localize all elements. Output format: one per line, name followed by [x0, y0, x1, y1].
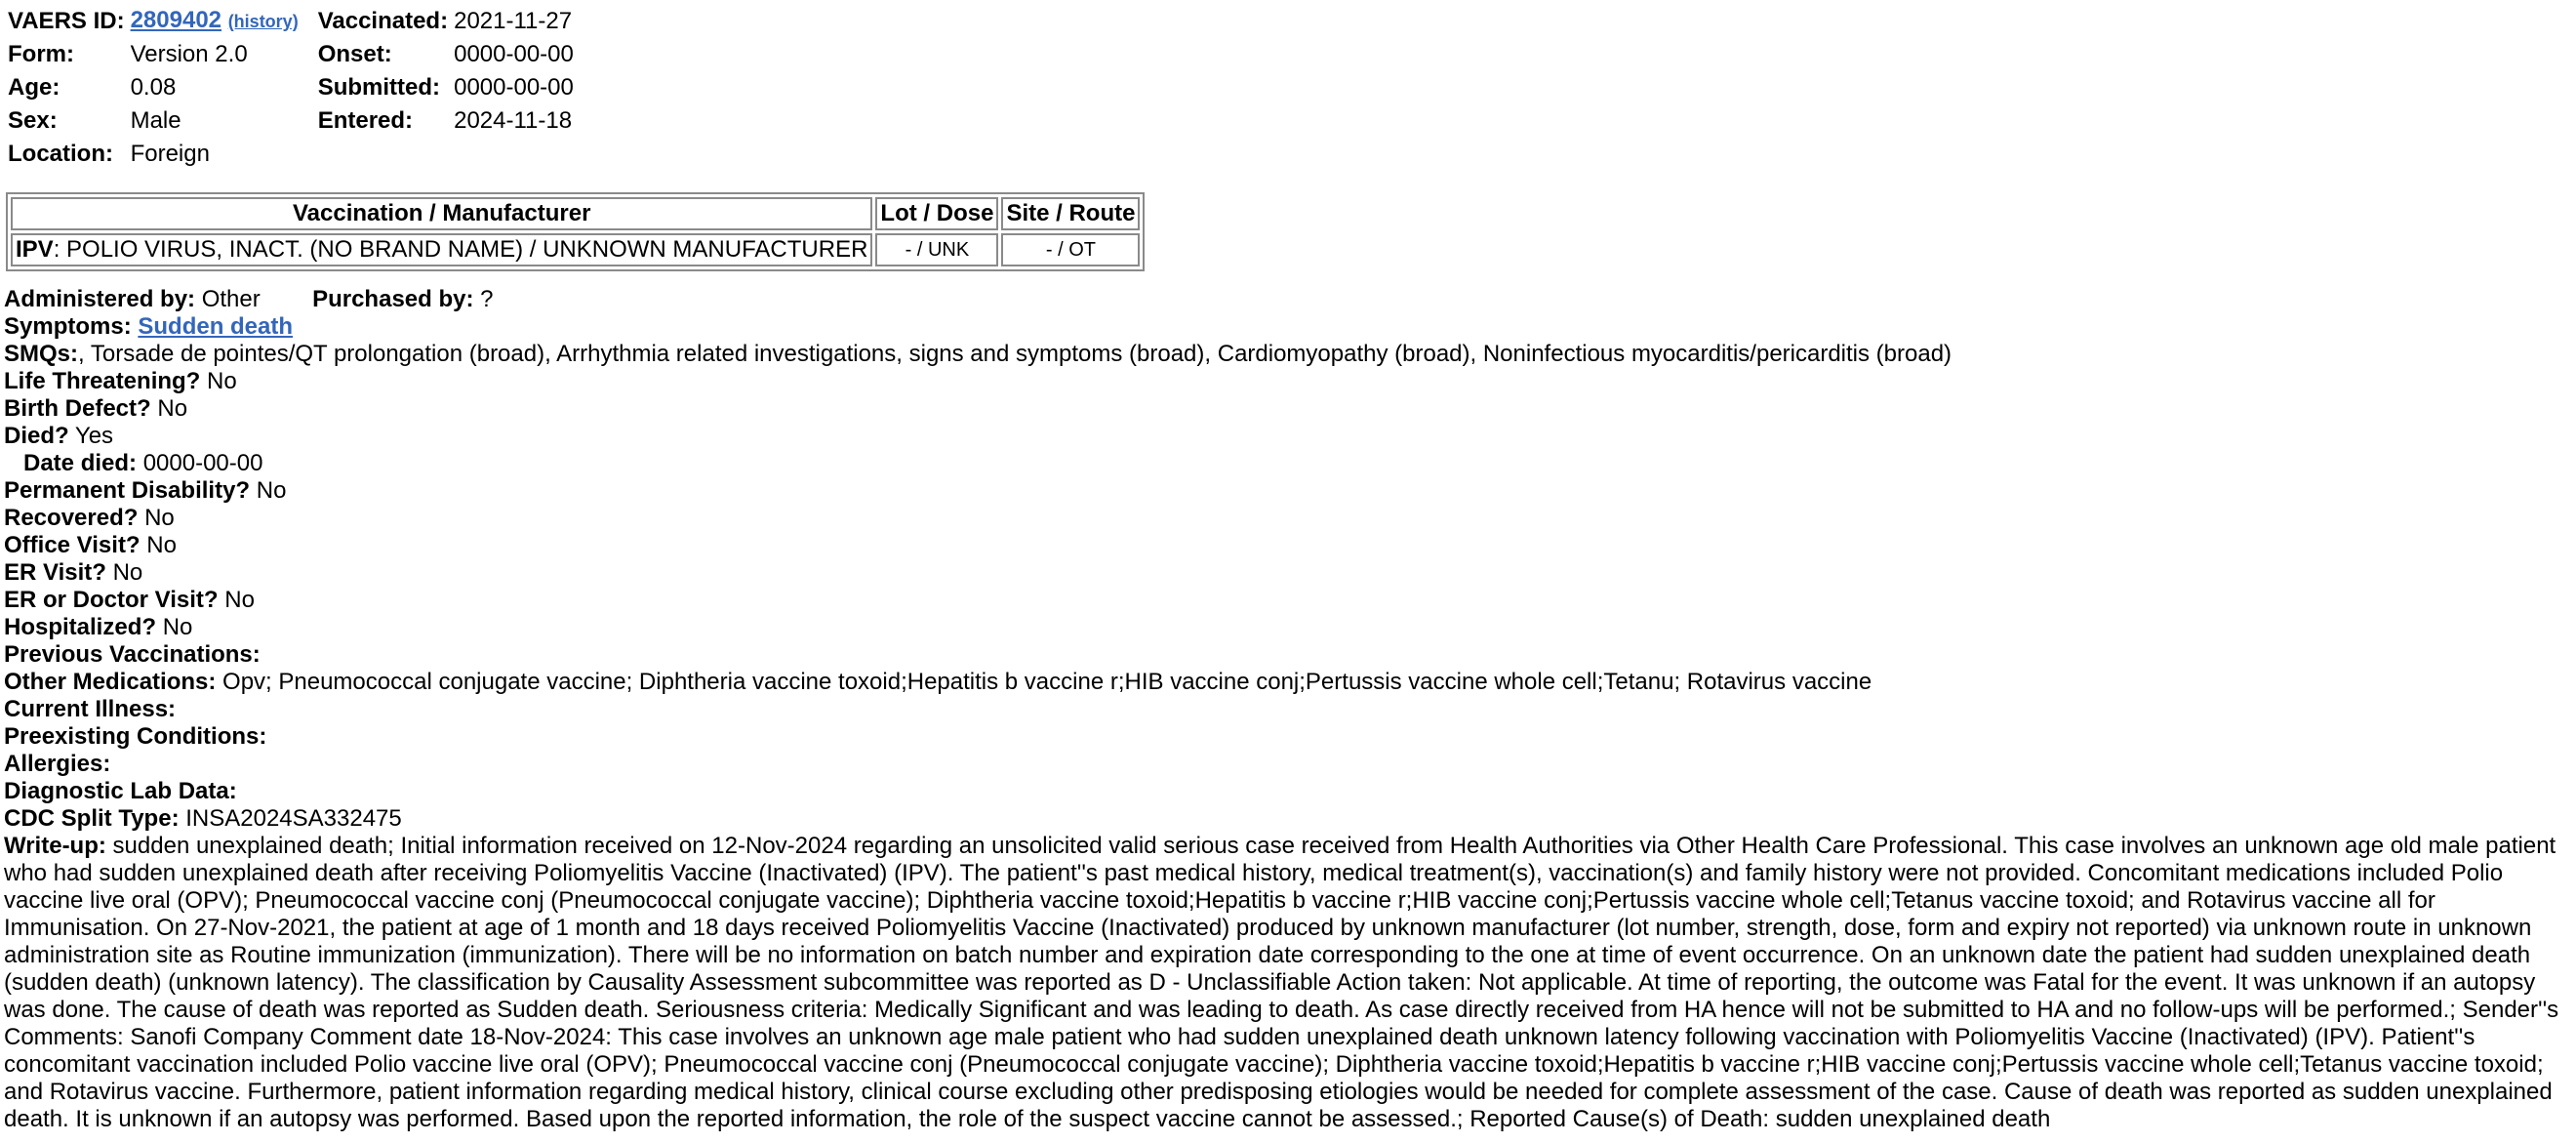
symptoms-label: Symptoms:	[4, 313, 132, 340]
life-threatening-label: Life Threatening?	[4, 368, 201, 394]
vaccination-table	[6, 192, 1145, 271]
symptoms-row	[4, 313, 2570, 341]
lot-dose-cell: - / UNK	[875, 233, 998, 266]
permanent-disability-row	[4, 477, 2570, 505]
col-lot-dose: Lot / Dose	[875, 197, 998, 230]
previous-vaccinations-label: Previous Vaccinations:	[4, 641, 261, 668]
writeup-text: sudden unexplained death; Initial information received on 12-Nov-2024 regarding an unsolicited valid serious case received from Health Authorities via Other Health Care Professional. This case involves an unknown age old male patient who had sudden unexplained death after receiving Poliomyelitis Vaccine (Inactivated) (IPV). The patient''s past medical history, medical treatment(s), vaccination(s) and family history were not provided. Concomitant medications included Polio vaccine live oral (OPV); Pneumococcal vaccine conj (Pneumococcal conjugate vaccine); Diphtheria vaccine toxoid;Hepatitis b vaccine r;HIB vaccine conj;Pertussis vaccine whole cell;Tetanus vaccine toxoid; and Rotavirus vaccine all for Immunisation. On 27-Nov-2021, the patient at age of 1 month and 18 days received Poliomyelitis Vaccine (Inactivated) produced by unknown manufacturer (lot number, strength, dose, form and expiry not reported) via unknown route in unknown administration site as Routine immunization (immunization). There will be no information on batch number and expiration date corresponding to the one at time of event occurrence. On an unknown date the patient had sudden unexplained death (sudden death) (unknown latency). The classification by Causality Assessment subcommittee was reported as D - Unclassifiable Action taken: Not applicable. At time of reporting, the outcome was Fatal for the event. It was unknown if an autopsy was done. The cause of death was reported as Sudden death. Seriousness criteria: Medically Significant and was leading to death. As case directly received from HA hence will not be submitted to HA and no follow-ups will be performed.; Sender''s Comments: Sanofi Company Comment date 18-Nov-2024: This case involves an unknown age male patient who had sudden unexplained death unknown latency following vaccination with Poliomyelitis Vaccine (Inactivated) (IPV). Patient''s concomitant vaccination included Polio vaccine live oral (OPV); Pneumococcal vaccine conj (Pneumococcal conjugate vaccine); Diphtheria vaccine toxoid;Hepatitis b vaccine r;HIB vaccine conj;Pertussis vaccine whole cell;Tetanus vaccine toxoid; and Rotavirus vaccine. Furthermore, patient information regarding medical history, clinical course excluding other predisposing etiologies would be needed for complete assessment of the case. Cause of death was reported as sudden unexplained death. It is unknown if an autopsy was performed. Based upon the reported information, the role of the suspect vaccine cannot be assessed.; Reported Cause(s) of Death: sudden unexplained death	[4, 833, 2559, 1132]
purchased-by-label: Purchased by:	[312, 286, 474, 312]
previous-vaccinations-row	[4, 641, 2570, 669]
vaccine-code: IPV	[16, 236, 54, 263]
date-died-label: Date died:	[23, 450, 138, 476]
current-illness-label: Current Illness:	[4, 696, 177, 722]
location-value: Foreign	[130, 141, 210, 167]
vaccine-description: : POLIO VIRUS, INACT. (NO BRAND NAME) / UNKNOWN MANUFACTURER	[53, 236, 868, 263]
smqs-label: SMQs:	[4, 341, 79, 367]
onset-value: 0000-00-00	[454, 41, 574, 67]
diagnostic-lab-row	[4, 778, 2570, 805]
administered-by-value: Other	[201, 286, 261, 312]
cdc-split-type-row	[4, 805, 2570, 833]
vaccination-table-header	[11, 197, 1140, 230]
er-visit-label: ER Visit?	[4, 559, 106, 586]
recovered-label: Recovered?	[4, 505, 139, 531]
entered-value: 2024-11-18	[454, 107, 573, 134]
history-link[interactable]: (history)	[227, 12, 299, 31]
form-label: Form:	[8, 41, 74, 67]
er-visit-row	[4, 559, 2570, 587]
permanent-disability-value: No	[256, 477, 287, 504]
preexisting-conditions-row	[4, 723, 2570, 751]
administered-row	[4, 286, 2570, 313]
date-died-value: 0000-00-00	[142, 450, 263, 476]
vaccine-cell	[11, 233, 872, 266]
hospitalized-label: Hospitalized?	[4, 614, 157, 640]
er-doctor-visit-label: ER or Doctor Visit?	[4, 587, 219, 613]
form-value: Version 2.0	[130, 41, 248, 67]
cdc-split-type-label: CDC Split Type:	[4, 805, 180, 832]
allergies-row	[4, 751, 2570, 778]
writeup-row	[4, 833, 2570, 1133]
vaccinated-value: 2021-11-27	[454, 7, 573, 34]
life-threatening-row	[4, 368, 2570, 395]
recovered-value: No	[144, 505, 175, 531]
location-label: Location:	[8, 141, 113, 167]
permanent-disability-label: Permanent Disability?	[4, 477, 251, 504]
other-medications-label: Other Medications:	[4, 669, 217, 695]
cdc-split-type-value: INSA2024SA332475	[185, 805, 402, 832]
allergies-label: Allergies:	[4, 751, 111, 777]
office-visit-row	[4, 532, 2570, 559]
col-site-route: Site / Route	[1001, 197, 1140, 230]
smqs-value: , Torsade de pointes/QT prolongation (broad), Arrhythmia related investigations, signs and symptoms (broad), Cardiomyopathy (broad), Noninfectious myocarditis/pericarditis (broad)	[78, 341, 1952, 367]
age-value: 0.08	[130, 74, 177, 101]
vaers-id-link[interactable]: 2809402	[130, 7, 222, 33]
er-doctor-visit-row	[4, 587, 2570, 614]
office-visit-value: No	[146, 532, 177, 558]
administered-by-label: Administered by:	[4, 286, 196, 312]
office-visit-label: Office Visit?	[4, 532, 141, 558]
submitted-label: Submitted:	[317, 74, 441, 101]
col-vaccination-manufacturer: Vaccination / Manufacturer	[11, 197, 872, 230]
hospitalized-value: No	[162, 614, 193, 640]
writeup-label: Write-up:	[4, 833, 106, 859]
site-route-cell: - / OT	[1001, 233, 1140, 266]
table-row	[11, 233, 1140, 266]
sex-label: Sex:	[8, 107, 58, 134]
report-details	[4, 286, 2570, 1133]
died-row	[4, 423, 2570, 450]
symptom-link[interactable]: Sudden death	[138, 313, 294, 340]
submitted-value: 0000-00-00	[454, 74, 574, 101]
diagnostic-lab-label: Diagnostic Lab Data:	[4, 778, 237, 804]
report-header	[2, 4, 593, 171]
date-died-row	[4, 450, 2570, 477]
onset-label: Onset:	[317, 41, 392, 67]
er-visit-value: No	[112, 559, 143, 586]
smqs-row	[4, 341, 2570, 368]
current-illness-row	[4, 696, 2570, 723]
sex-value: Male	[130, 107, 181, 134]
recovered-row	[4, 505, 2570, 532]
birth-defect-row	[4, 395, 2570, 423]
entered-label: Entered:	[317, 107, 414, 134]
life-threatening-value: No	[207, 368, 237, 394]
vaers-id-label: VAERS ID:	[8, 7, 125, 34]
preexisting-conditions-label: Preexisting Conditions:	[4, 723, 267, 750]
age-label: Age:	[8, 74, 60, 101]
other-medications-value: Opv; Pneumococcal conjugate vaccine; Diphtheria vaccine toxoid;Hepatitis b vaccine r;HIB vaccine conj;Pertussis vaccine whole cell;Tetanu; Rotavirus vaccine	[222, 669, 1872, 695]
vaccinated-label: Vaccinated:	[317, 7, 449, 34]
birth-defect-value: No	[157, 395, 188, 422]
er-doctor-visit-value: No	[224, 587, 255, 613]
birth-defect-label: Birth Defect?	[4, 395, 151, 422]
hospitalized-row	[4, 614, 2570, 641]
other-medications-row	[4, 669, 2570, 696]
died-label: Died?	[4, 423, 69, 449]
purchased-by-value: ?	[480, 286, 494, 312]
died-value: Yes	[74, 423, 114, 449]
